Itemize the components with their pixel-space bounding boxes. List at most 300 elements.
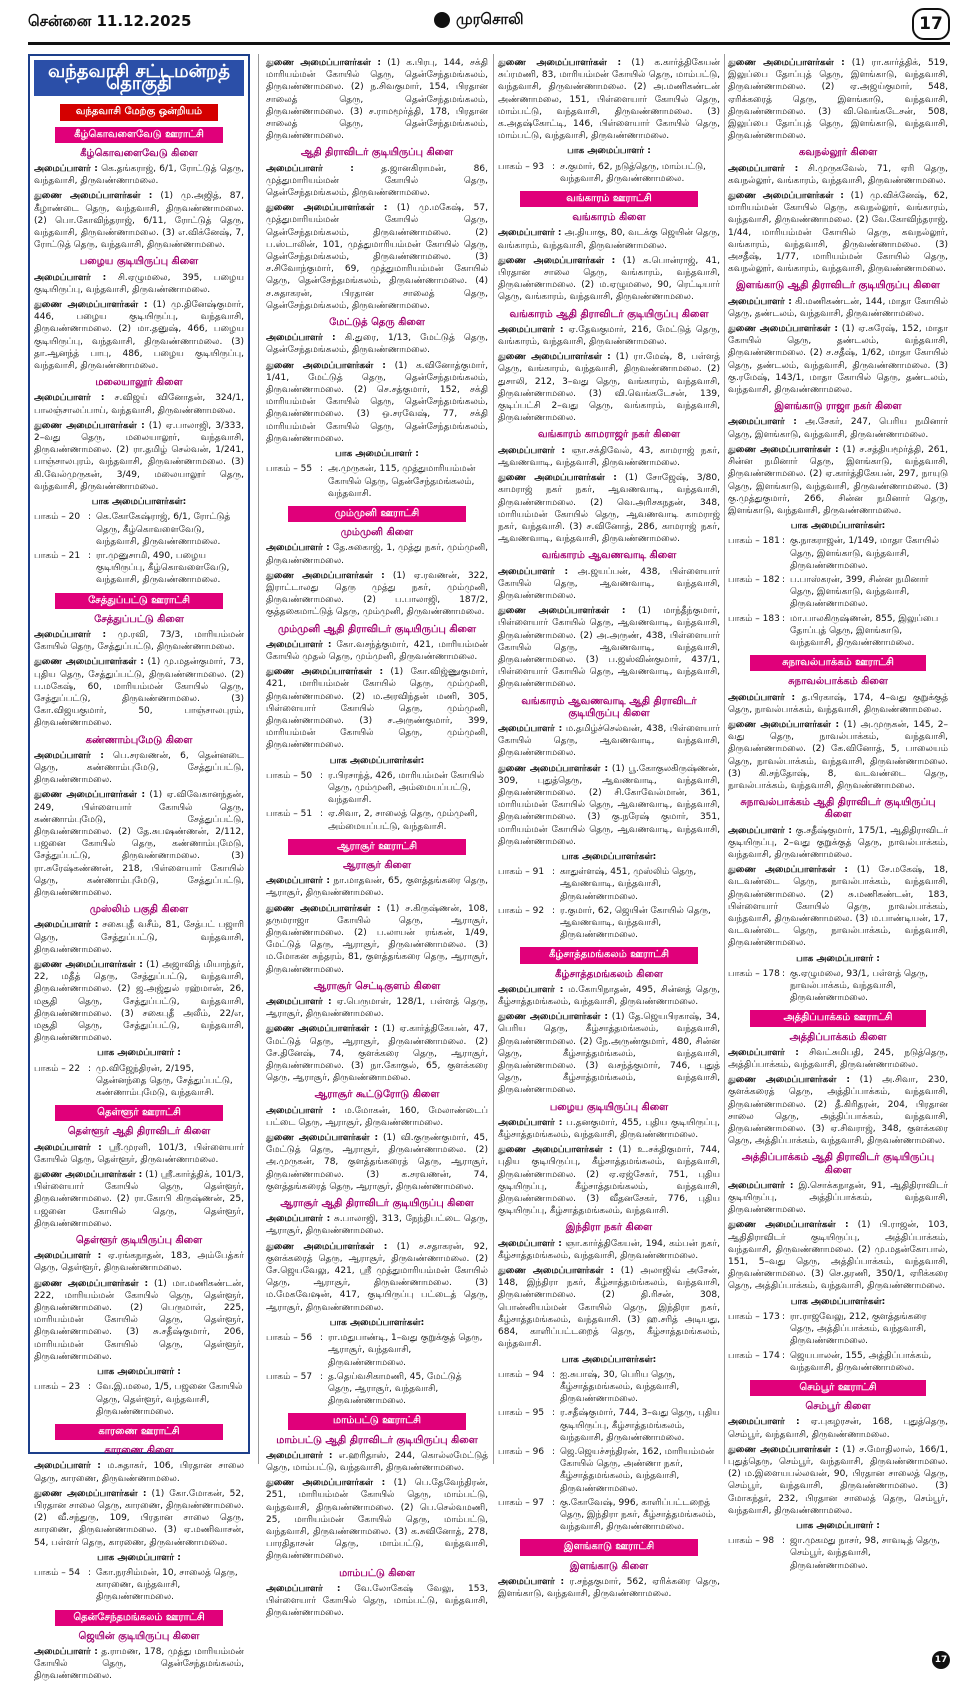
role-label: துணை அமைப்பாளர்கள் : [498,606,626,617]
appointment-paragraph [266,639,488,663]
booth-number: பாகம் – 21 [34,550,81,561]
appointee-details: (1) ரா.கார்த்திக், 519, இலுப்பை தோப்புத் தெரு, இளங்காடு, வந்தவாசி, திருவண்ணாமலை. (2) ஏ.அஜய்குமார், 548, ஏரிக்கரைத் தெரு, இளங்காடு, வந்தவாசி, திருவண்ணாமலை. (3) வி.வெங்கடேசன், 508, இலுப்பை தோப்புத் தெரு, இளங்காடு, வந்தவாசி, திருவண்ணாமலை. [728,58,948,142]
masthead-title: முரசொலி [456,10,524,28]
panchayat-heading: செம்பூர் ஊராட்சி [750,1380,926,1396]
appointment-paragraph [34,392,244,416]
booth-subheading: பாக அமைப்பாளர்கள்: [91,497,187,508]
booth-details: ச.குமார், 62, நடுத்தெரு, மாம்பட்டு, வந்தவாசி, திருவண்ணாமலை. [560,161,706,184]
booth-subheading: பாக அமைப்பாளர் : [335,449,419,460]
role-label: துணை அமைப்பாளர்கள் : [728,865,849,876]
branch-heading: மேட்டுத் தெரு கிளை [329,317,425,329]
branch-heading: தெள்ளூர் ஆதி திராவிடர் கிளை [67,1126,211,1138]
column-divider [724,54,725,1464]
separator: : [88,550,92,561]
booth-entry [728,1535,948,1572]
appointment-paragraph [266,1213,488,1237]
booth-details: கு.ஏழுமலை, 93/1, பள்ளத் தெரு, நாவல்பாக்கம், வந்தவாசி, திருவண்ணாமலை. [790,968,929,1004]
column-4-content [728,57,948,1572]
separator: : [320,1371,324,1382]
elephant-logo-icon [434,12,450,28]
appointment-paragraph [728,692,948,716]
role-label: துணை அமைப்பாளர்கள் : [728,324,838,335]
role-label: துணை அமைப்பாளர்கள் : [34,1278,149,1289]
column-2-content [266,57,488,1619]
appointment-paragraph [728,190,948,275]
appointment-paragraph [728,825,948,862]
role-label: துணை அமைப்பாளர்கள் : [498,58,622,68]
role-label: துணை அமைப்பாளர்கள் : [34,960,143,970]
column-3-content [498,57,720,1600]
appointment-paragraph [34,789,244,899]
separator: : [782,1536,786,1547]
booth-entry [728,1311,948,1348]
appointee-details: ஏ.ரங்கநாதன், 183, அம்பேத்கர் தெரு, தெள்ளூர், திருவண்ணாமலை. [34,1251,244,1274]
appointee-details: (1) சோஜேஷ், 3/80, காமராஜ் நகர் நகர், ஆவணவாடி, வந்தவாசி, திருவண்ணாமலை. (2) வெ.அரிசகநதன், 348, மாரியம்மன் கோயில் தெரு, ஆவணவாடி காமராஜ் நகர், வந்தவாசி. (3) ச.வினோத், 286, காமராஜ் நகர், ஆவணவாடி, வந்தவாசி, திருவண்ணாமலை. [498,473,720,545]
appointee-details: மு.ரவி, 73/3, மாரியம்மன் கோயில் தெரு, சேத்துப்பட்டு, திருவண்ணாமலை. [34,629,244,653]
role-label: அமைப்பாளர் : [266,1450,333,1461]
role-label: அமைப்பாளர் : [266,543,330,554]
booth-number: பாகம் – 93 [498,161,545,172]
column-divider [493,54,494,1464]
role-label: துணை அமைப்பாளர்கள் : [266,203,388,214]
role-label: துணை அமைப்பாளர்கள் : [34,191,153,202]
appointee-details: இ.சொக்கநாதன், 91, ஆதிதிராவிடர் குடியிருப்பு, அத்திப்பாக்கம், வந்தவாசி, திருவண்ணாமலை. [728,1180,948,1216]
appointee-details: கெ.தங்கராஜ், 6/1, ரோட்டுத் தெரு, வந்தவாசி, திருவண்ணாமலை. [34,164,244,187]
separator: : [88,512,92,523]
appointee-details: ச.விஜய் வினோதன், 324/1, பாலஞ்சாலப்பாய், வந்தவாசி, திருவண்ணாமலை. [34,393,244,416]
booth-details: வே.இ.மலை, 1/5, பஜனை கோயில் தெரு, தெள்ளூர், வந்தவாசி, திருவண்ணாமலை. [96,1382,243,1417]
booth-details: ர.சதீஷ்குமார், 744, 3–வது தெரு, புதிய குடியிருப்பு, கீழ்சாத்தமங்கலம், வந்தவாசி, திருவண்ணாமலை. [560,1408,720,1443]
appointment-paragraph [728,163,948,187]
appointee-details: சு.பாலாஜி, 313, நேந்திபட்டை தெரு, ஆராசூர், திருவண்ணாமலை. [266,1214,488,1237]
booth-details: ஐ.சுபாஷ், 30, பெரிய தெரு, கீழ்சாத்தமங்கலம், வந்தவாசி, திருவண்ணாமலை. [560,1369,680,1405]
booth-details: ஜெ.ஜெயச்சந்திரன், 162, மாரியம்மன் கோயில் தெரு, அண்ணா நகர், கீழ்சாத்தமங்கலம், வந்தவாசி, திருவண்ணாமலை. [560,1446,715,1494]
role-label: அமைப்பாளர் : [34,629,107,640]
appointment-paragraph [34,959,244,1044]
appointee-details: (1) அஜாவித் மியாந்தர், 22, மதீத் தெரு, சேத்துப்பட்டு, வந்தவாசி, திருவண்ணாமலை. (2) ஜ.அஜ்துல் ரஹ்மான், 26, மசூதி தெரு, சேத்துப்பட்டு, வந்தவாசி, திருவண்ணாமலை. (3) சகைபுதீ அலீம், 22/எ, மசூதி தெரு, சேத்துப்பட்டு, வந்தவாசி, திருவண்ணாமலை. [34,960,244,1044]
appointment-paragraph [266,1583,488,1620]
role-label: அமைப்பாளர் : [728,1047,799,1058]
appointee-details: நா.மாதவன், 65, குளத்தங்கரை தெரு, ஆராசூர், திருவண்ணாமலை. [266,876,488,899]
appointment-paragraph [728,1180,948,1217]
appointee-details: (1) க.வினோத்குமார், 1/41, மேட்டுத் தெரு, தென்சேந்தமங்கலம், திருவண்ணாமலை. (2) செ.சத்குமார், 152, சக்தி மாரியம்மன் கோயில் தெரு, தென்சேந்தமங்கலம், திருவண்ணாமலை. (3) ஒ.சரவேஷ், 77, சக்தி மாரியம்மன் கோயில் தெரு, தென்சேந்தமங்கலம், திருவண்ணாமலை. [266,360,489,444]
appointment-paragraph [266,163,488,200]
appointee-details: (1) கோ.விஜ்ணுகுமார், 421, மாரியம்மன் கோயில் தெரு, மும்முனி, திருவண்ணாமலை. (2) ம.அரவிந்தன் மணி, 305, பிள்ளையார் கோயில் தெரு, மும்முனி, திருவண்ணாமலை. (3) ச.அருண்குமார், 399, மாரியம்மன் கோயில் தெரு, மும்முனி, திருவண்ணாமலை. [266,667,488,751]
separator: : [552,161,556,172]
appointment-paragraph [34,190,244,251]
separator: : [88,1382,92,1393]
appointment-paragraph [34,1250,244,1274]
appointment-paragraph [266,57,488,142]
booth-entry [266,770,488,807]
booth-number: பாகம் – 54 [34,1567,81,1578]
appointment-paragraph [728,444,948,517]
booth-details: கோ.நரசிம்மன், 10, சாலைத் தெரு, காரணை, வந்தவாசி, திருவண்ணாமலை. [96,1567,238,1603]
booth-number: பாகம் – 94 [498,1369,545,1380]
role-label: துணை அமைப்பாளர்கள் : [728,719,840,730]
booth-number: பாகம் – 98 [728,1536,775,1547]
appointee-details: சிவட்சுமிபதி, 245, நடுத்தெரு, அத்திப்பாக்கம், வந்தவாசி, திருவண்ணாமலை. [728,1047,948,1071]
role-label: அமைப்பாளர் : [34,1251,102,1262]
role-label: அமைப்பாளர் : [34,1142,102,1153]
role-label: அமைப்பாளர் : [266,997,332,1008]
appointee-details: (1) அலாஜிவ் அசேன், 148, இந்திரா நகர், கீழ்சாத்தமங்கலம், வந்தவாசி, திருவண்ணாமலை. (2) தி.ரிசன், 308, பொன்னியம்மன் கோயில் தெரு, இந்திரா நகர், கீழ்சாத்தமங்கலம், வந்தவாசி. (3) ஹ.சரித் அடியது, 684, காளிப்பட்டறைத் தெரு, கீழ்சாத்தமங்கலம், வந்தவாசி. [498,1266,721,1350]
booth-number: பாகம் – 96 [498,1446,545,1457]
appointee-details: த.ராமண, 178, முத்து மாரியம்மன் கோயில் தெரு, தென்சேந்தமங்கலம், திருவண்ணாமலை. [34,1646,244,1682]
role-label: அமைப்பாளர் : [498,228,562,239]
appointee-details: (1) உ.சக்திகுமார், 744, புதிய குடியிருப்பு, கீழ்சாத்தமங்கலம், வந்தவாசி, திருவண்ணாமலை. (2) ஏ.ஏஜ்சேகர், 751, புதிய குடியிருப்பு, கீழ்சாத்தமங்கலம், வந்தவாசி, திருவண்ணாமலை. (3) வீதனசேகர், 776, புதிய குடியிருப்பு, கீழ்சாத்தமங்கலம், வந்தவாசி. [498,1145,720,1217]
appointee-details: (1) கோ.மோகன், 52, பிரதான சாலை தெரு, காரணை, திருவண்ணாமலை. (2) வீ.சந்துரு, 109, பிரதான சாலை தெரு, காரணை, திருவண்ணாமலை. (3) ஏ.மணிவாசன், 54, பள்ளர் தெரு, காரணை, திருவண்ணாமலை. [34,1488,244,1548]
booth-subheading: பாக அமைப்பாளர்கள்: [329,1317,425,1328]
appointee-details: ம.சுதாகர், 106, பிரதான சாலை தெரு, காரணை, திருவண்ணாமலை. [34,1461,244,1484]
separator: : [782,574,786,585]
appointee-details: (1) ஏ.ரவணன், 322, இராட்டாலது தெரு முத்து நகர், மும்முனி, திருவண்ணாமலை. (2) ப.பாலாஜி, 187/2, குத்தகைமாட்டுத் தெரு, மும்முனி, திருவண்ணாமலை. [266,570,488,618]
booth-number: பாகம் – 95 [498,1408,545,1419]
booth-entry [498,1407,720,1444]
branch-heading: இளங்காடு ராஜா நகர் கிளை [774,401,902,413]
appointee-details: வே.லோகேஷ் வேலு, 153, பிள்ளையார் கோயில் தெரு, மாம்பட்டு, வந்தவாசி, திருவண்ணாமலை. [266,1583,489,1619]
column-1 [28,54,250,1682]
booth-details: ஜா.முகமது நாசர், 98, சாவடித் தெரு, செம்பூர், வந்தவாசி, திருவண்ணாமலை. [790,1536,941,1571]
booth-subheading: பாக அமைப்பாளர் : [97,1048,181,1059]
appointment-paragraph [266,1023,488,1084]
separator: : [320,770,324,781]
appointee-details: கி.துரை, 1/13, மேட்டுத் தெரு, தென்சேந்தமங்கலம், திருவண்ணாமலை. [266,333,488,356]
booth-details: ரா.மதுபாண்டி, 1–வது குறுக்குத் தெரு, ஆராசூர், வந்தவாசி, திருவண்ணாமலை. [328,1333,483,1368]
appointee-details: த.பிரகாஷ், 174, 4–வது குறுக்குத் தெரு, நாவல்பாக்கம், வந்தவாசி, திருவண்ணாமலை. [728,692,948,715]
appointee-details: (1) பி.ராஜன், 103, ஆதிதிராவிடர் குடியிருப்பு, அத்திப்பாக்கம், வந்தவாசி, திருவண்ணாமலை. (2) மு.மதன்கோபால், 151, 5–வது தெரு, அத்திப்பாக்கம், வந்தவாசி, திருவண்ணாமலை. (3) செ.தரணி, 350/1, ஏரிக்கரை தெரு, அத்திப்பாக்கம், வந்தவாசி, திருவண்ணாமலை. [728,1220,948,1292]
column-4 [728,54,949,1571]
appointee-details: (1) ச.கிருஷ்ணன், 108, தருமராஜா கோயில் தெரு, ஆராசூர், திருவண்ணாமலை. (2) ப.லாயன் ரங்கன், 1/49, மேட்டுத் தெரு, ஆராசூர், திருவண்ணாமலை. (3) ம.மோகன சுந்தரம், 81, குளத்தங்கரை தெரு, ஆராசூர், திருவண்ணாமலை. [266,903,488,975]
appointment-paragraph [728,1416,948,1440]
appointment-paragraph [498,351,720,424]
role-label: துணை அமைப்பாளர்கள் : [266,1241,388,1252]
appointee-details: எ.ஹரிதாஸ், 244, கொல்லமேட்டுத் தெரு, மாம்பட்டு, வந்தவாசி, திருவண்ணாமலை. [266,1450,488,1473]
branch-heading: கண்ணாம்புமேடு கிளை [85,734,193,746]
appointee-details: (1) மாந்தீந்குமார், பிள்ளையார் கோயில் தெரு, ஆவணவாடி, வந்தவாசி, திருவண்ணாமலை. (2) அ.அருண், 438, பிள்ளையார் கோயில் தெரு, ஆவணவாடி, வந்தவாசி, திருவண்ணாமலை. (3) ப.ஜஸ்வின்குமார், 437/1, பிள்ளையார் கோயில் தெரு, ஆவணவாடி, வந்தவாசி, திருவண்ணாமலை. [498,606,721,690]
appointment-paragraph [34,1646,244,1683]
appointee-details: ம.கோபிநாதன், 495, சின்னத் தெரு, கீழ்சாத்தமங்கலம், வந்தவாசி, திருவண்ணாமலை. [498,984,720,1008]
separator: : [782,1350,786,1361]
separator: : [782,613,786,624]
booth-entry [498,905,720,942]
appointee-details: ஞா.சக்திவேல், 43, காமராஜ் நகர், ஆவணவாடி, வந்தவாசி, திருவண்ணாமலை. [498,445,721,468]
role-label: துணை அமைப்பாளர்கள் : [498,1145,613,1156]
panchayat-heading: மாம்பட்டு ஊராட்சி [288,1413,466,1429]
role-label: அமைப்பாளர் : [728,163,799,174]
role-label: துணை அமைப்பாளர்கள் : [728,58,845,68]
appointment-paragraph [498,723,720,760]
date-line: சென்னை 11.12.2025 [28,12,192,30]
branch-heading: பழைய குடியிருப்பு கிளை [549,1101,669,1113]
branch-heading: மும்முனி ஆதி திராவிடர் குடியிருப்பு கிளை [277,623,476,635]
booth-details: ஜெயபாலன், 155, அத்திப்பாக்கம், வந்தவாசி, திருவண்ணாமலை. [790,1350,932,1373]
appointment-paragraph [34,163,244,187]
separator: : [552,1408,556,1419]
branch-heading: கீழ்கொவளைவேடு கிளை [80,147,198,159]
appointee-details: (1) தே.ஜெயபிரகாஷ், 34, பெரிய தெரு, கீழ்சாத்தமங்கலம், வந்தவாசி, திருவண்ணாமலை. (2) நே.அருண்குமார், 480, சின்ன தெரு, கீழ்சாத்தமங்கலம், வந்தவாசி, திருவண்ணாமலை. (3) வசந்த்குமார், 746, புதுத் தெரு, கீழ்சாத்தமங்கலம், வந்தவாசி, திருவண்ணாமலை. [498,1012,720,1096]
panchayat-heading: மும்முனி ஊராட்சி [288,506,466,522]
appointee-details: (1) க.பிரபு, 144, சக்தி மாரியம்மன் கோயில் தெரு, தென்சேந்தமங்கலம், திருவண்ணாமலை. (2) ந.சிவகுமார், 154, பிரதான சாலைத் தெரு, தென்சேந்தமங்கலம், திருவண்ணாமலை. (3) ச.ராமமூர்த்தி, 178, பிரதான சாலைத் தெரு, தென்சேந்தமங்கலம், திருவண்ணாமலை. [266,58,488,142]
role-label: அமைப்பாளர் : [34,272,107,283]
booth-subheading: பாக அமைப்பாளர்கள்: [790,521,886,532]
panchayat-heading: அத்திப்பாக்கம் ஊராட்சி [750,1010,926,1026]
branch-heading: ஜெயின் குடியிருப்பு கிளை [78,1630,200,1642]
role-label: அமைப்பாளர் : [728,417,797,428]
appointee-details: ம.மோகன், 160, மேலாண்டைப் பட்டை தெரு, ஆராசூர், திருவண்ணாமலை. [266,1105,488,1128]
appointment-paragraph [266,202,488,312]
panchayat-heading: கீழ்சாத்தமங்கலம் ஊராட்சி [520,947,698,963]
appointee-details: ம.தமிழ்ச்செல்வன், 438, பிள்ளையார் கோயில் தெரு, ஆவணவாடி, வந்தவாசி, திருவண்ணாமலை. [498,723,720,759]
booth-entry [728,535,948,572]
appointment-paragraph [266,542,488,566]
booth-entry [498,1497,720,1534]
role-label: அமைப்பாளர் : [266,1214,331,1225]
appointment-paragraph [34,420,244,493]
role-label: அமைப்பாளர் : [34,164,98,175]
separator: : [782,968,786,979]
role-label: துணை அமைப்பாளர்கள் : [728,191,844,202]
role-label: துணை அமைப்பாளர்கள் : [498,352,611,363]
booth-entry [34,1063,244,1100]
role-label: துணை அமைப்பாளர்கள் : [34,420,145,431]
role-label: அமைப்பாளர் : [498,723,563,734]
appointee-details: (1) ஏ.விவேகானந்தன், 249, பிள்ளையார் கோயில் தெரு, கண்ணாம்புமேடு, சேத்துப்பட்டு, திருவண்ணாமலை. (2) தே.சுபஷண்ணன், 2/112, பஜனை கோயில் தெரு, கண்ணாம்புமேடு, சேத்துப்பட்டு, திருவண்ணாமலை. (3) ரா.சுரேஷ்கண்ணன், 218, பிள்ளையார் கோயில் தெரு, கண்ணாம்புமேடு, சேத்துப்பட்டு, திருவண்ணாமலை. [34,790,244,898]
separator: : [552,905,556,916]
booth-details: கு.கோவேஷ், 996, காளிப்பட்டறைத் தெரு, இந்திரா நகர், கீழ்சாத்தமங்கலம், வந்தவாசி, திருவண்ணாமலை. [560,1497,716,1533]
role-label: அமைப்பாளர் : [498,1238,562,1249]
page-header [0,0,972,44]
booth-entry [266,463,488,500]
booth-number: பாகம் – 173 [728,1311,780,1322]
role-label: துணை அமைப்பாளர்கள் : [266,360,386,371]
appointment-paragraph [34,299,244,372]
role-label: துணை அமைப்பாளர்கள் : [728,1220,849,1231]
branch-heading: சுநாவல்பாக்கம் ஆதி திராவிடர் குடியிருப்பு கிளை [740,797,936,821]
booth-entry [498,1446,720,1495]
appointment-paragraph [498,324,720,348]
role-label: துணை அமைப்பாளர்கள் : [266,1133,379,1144]
appointment-paragraph [34,1460,244,1484]
booth-number: பாகம் – 51 [266,809,313,820]
booth-number: பாகம் – 183 [728,613,780,624]
column-divider [258,54,259,1464]
appointment-paragraph [266,903,488,976]
appointment-paragraph [498,566,720,603]
appointment-paragraph [34,272,244,296]
booth-entry [266,808,488,832]
appointment-paragraph [34,629,244,653]
appointee-details: (1) ஏ.கார்த்திகேயன், 47, மேட்டுத் தெரு, ஆராசூர், திருவண்ணாமலை. (2) சே.தினேஷ், 74, குளக்கரை தெரு, ஆராசூர், திருவண்ணாமலை. (3) நா.கோகுல், 65, குளக்கரை தெரு, ஆராசூர், திருவண்ணாமலை. [266,1024,488,1084]
appointee-details: (1) ச.சத்தியமூர்த்தி, 261, சின்ன நமினார் தெரு, இளங்காடு, வந்தவாசி, திருவண்ணாமலை. (2) ஏ.கார்த்திகேயன், 297, நாயுடு தெரு, இளங்காடு, வந்தவாசி, திருவண்ணாமலை. (3) கு.முத்துகுமார், 266, சின்ன நமினார் தெரு, இளங்காடு, வந்தவாசி, திருவண்ணாமலை. [728,444,949,516]
appointee-details: (1) மா.மணிகண்டன், 222, மாரியம்மன் கோயில் தெரு, தெள்ளூர், திருவண்ணாமலை. (2) பெருமாள், 225, மாரியம்மன் கோயில் தெரு, தெள்ளூர், திருவண்ணாமலை. (3) சு.சதீஷ்குமார், 206, மாரியம்மன் கோயில் தெரு, தெள்ளூர், திருவண்ணாமலை. [34,1278,244,1362]
role-label: துணை அமைப்பாளர்கள் : [498,473,617,484]
appointee-details: (1) க.பொன்ராஜ், 41, பிரதான சாலை தெரு, வங்காரம், வந்தவாசி, திருவண்ணாமலை. (2) ம.ஏழுமலை, 90, ரெட்டியார் தெரு, வங்காரம், வந்தவாசி, திருவண்ணாமலை. [498,255,720,303]
appointment-paragraph [498,1144,720,1217]
booth-details: காதுள்ளஷ், 451, முஸ்லிம் தெரு, ஆவணவாடி, வந்தவாசி, திருவண்ணாமலை. [560,867,697,902]
appointee-details: ஏ.பெருமாள், 128/1, பள்ளத் தெரு, ஆராசூர், திருவண்ணாமலை. [266,997,488,1020]
appointment-paragraph [728,57,948,142]
separator: : [782,536,786,547]
appointee-details: (1) மு.விக்னேஷ், 62, மாரியம்மன் கோயில் தெரு, கவநல்லூர், வங்காரம், வந்தவாசி, திருவண்ணாமலை. (2) வே.கோவிந்தராஜ், 1/44, மாரியம்மன் கோயில் தெரு, கவநல்லூர், வங்காரம், வந்தவாசி, திருவண்ணாமலை. (3) அசதீஷ், 1/77, மாரியம்மன் கோயில் தெரு, கவநல்லூர், வங்காரம், வந்தவாசி, திருவண்ணாமலை. [728,191,949,275]
appointment-paragraph [728,416,948,440]
booth-entry [34,1381,244,1418]
role-label: துணை அமைப்பாளர்கள் : [34,790,146,801]
booth-entry [34,1567,244,1604]
union-band: வந்தவாசி மேற்கு ஒன்றியம் [60,104,218,120]
branch-heading: வங்காரம் ஆதி திராவிடர் குடியிருப்பு கிளை [509,308,709,320]
appointee-details: (1) ரா.மேஷ், 8, பள்ளத் தெரு, வங்காரம், வந்தவாசி, திருவண்ணாமலை. (2) துசாலி, 212, 3–வது தெரு, வங்காரம், வந்தவாசி, திருவண்ணாமலை. (3) வி.வெங்கடேசன், 139, குடிப்பட்சி 2–வது தெரு, வங்காரம், வந்தவாசி, திருவண்ணாமலை. [498,352,721,424]
booth-subheading: பாக அமைப்பாளர் : [567,146,651,157]
role-label: துணை அமைப்பாளர்கள் : [266,1478,386,1489]
appointee-details: ர.சந்தகுமார், 562, ஏரிக்கரை தெரு, இளங்காடு, வந்தவாசி, திருவண்ணாமலை. [498,1576,720,1599]
booth-subheading: பாக அமைப்பாளர் : [97,1552,181,1563]
role-label: துணை அமைப்பாளர்கள் : [498,1266,615,1277]
role-label: அமைப்பாளர் : [498,566,569,577]
booth-number: பாகம் – 181 [728,536,780,547]
booth-entry [728,1350,948,1374]
appointment-paragraph [728,296,948,320]
appointment-paragraph [498,1238,720,1262]
booth-number: பாகம் – 182 [728,574,780,585]
role-label: அமைப்பாளர் : [34,1646,98,1657]
booth-details: மு.விஜேந்திரன், 2/195, தென்னந்தை தெரு, சேத்துப்பட்டு, கண்ணாம்புமேடு, வந்தவாசி. [96,1063,233,1099]
appointment-paragraph [34,1278,244,1363]
appointee-details: (1) அ.முருகன், 145, 2–வது தெரு, நாவல்பாக்கம், வந்தவாசி, திருவண்ணாமலை. (2) கே.வினோத், 5, பாலையம் தெரு, நாவல்பாக்கம், வந்தவாசி, திருவண்ணாமலை. (3) கி.சந்தோஷ், 8, வடவண்டை தெரு, நாவல்பாக்கம், வந்தவாசி, திருவண்ணாமலை. [728,719,949,791]
appointment-paragraph [266,1105,488,1129]
booth-entry [266,1332,488,1369]
branch-heading: கவநல்லூர் கிளை [798,147,878,159]
appointee-details: சகைபுதீ வசீம், 81, சேத்பட் பஜாரி தெரு, சேத்துப்பட்டு, வந்தவாசி, திருவண்ணாமலை. [34,920,244,955]
role-label: அமைப்பாளர் : [266,876,330,887]
role-label: அமைப்பாளர் : [266,163,354,174]
role-label: துணை அமைப்பாளர்கள் : [266,903,381,914]
booth-number: பாகம் – 91 [498,867,545,878]
role-label: துணை அமைப்பாளர்கள் : [728,444,839,455]
panchayat-heading: இளங்காடு ஊராட்சி [520,1539,698,1555]
appointment-paragraph [498,984,720,1008]
appointment-paragraph [34,1488,244,1549]
appointee-details: சி.ஏழுமலை, 395, பழைய குடியிருப்பு, வந்தவாசி, திருவண்ணாமலை. [34,272,244,295]
booth-entry [34,550,244,587]
role-label: துணை அமைப்பாளர்கள் : [728,1444,839,1455]
separator: : [782,1311,786,1322]
header-rule [28,42,950,45]
branch-heading: இளங்காடு கிளை [569,1560,649,1572]
branch-heading: ஆராசூர் கிளை [343,859,411,871]
branch-heading: ஆராசூர் கூட்டுரோடு கிளை [314,1089,440,1101]
booth-details: அ.முருகன், 115, முத்துமாரியம்மன் கோயில் தெரு, தென்சேந்தமங்கலம், வந்தவாசி. [328,464,476,499]
branch-heading: தெள்ளூர் குடியிருப்பு கிளை [75,1235,203,1247]
appointee-details: தே.சுகைாஜ், 1, முத்து நகர், மும்முனி, திருவண்ணாமலை. [266,543,489,566]
appointment-paragraph [498,227,720,251]
panchayat-heading: தெள்ளூர் ஊராட்சி [55,1105,223,1121]
appointee-details: ப.தனகுமார், 455, புதிய குடியிருப்பு, கீழ்சாத்தமங்கலம், வந்தவாசி, திருவண்ணாமலை. [498,1117,720,1141]
separator: : [552,1497,556,1508]
booth-details: கு.நாகராஜன், 1/149, மாதா கோயில் தெரு, இளங்காடு, வந்தவாசி, திருவண்ணாமலை. [790,536,939,571]
appointment-paragraph [728,323,948,396]
booth-subheading: பாக அமைப்பாளர் : [97,1367,181,1378]
role-label: அமைப்பாளர் : [728,692,796,703]
page-number-badge: 17 [912,8,950,40]
appointment-paragraph [34,1142,244,1166]
appointee-details: (1) அ.சிவா, 230, குளக்கரைத் தெரு, அத்திப்பாக்கம், வந்தவாசி, திருவண்ணாமலை. (2) தீ.கிரிதரன், 204, பிரதான சாலை தெரு, அத்திப்பாக்கம், வந்தவாசி, திருவண்ணாமலை. (3) ஏ.சிவராஜ், 348, குளக்கரை தெரு, அத்திப்பாக்கம், வந்தவாசி, திருவண்ணாமலை. [728,1075,948,1147]
branch-heading: முஸ்லிம் பகுதி கிளை [89,904,189,916]
column-1-content [34,127,244,1683]
appointment-paragraph [498,445,720,469]
booth-subheading: பாக அமைப்பாளர்கள்: [790,1296,886,1307]
booth-number: பாகம் – 20 [34,512,81,523]
appointee-details: பெ.சரவணன், 6, தென்னடை தெரு, கண்ணாம்புமேடு, சேத்துப்பட்டு, திருவண்ணாமலை. [34,750,244,786]
role-label: துணை அமைப்பாளர்கள் : [34,1170,143,1181]
booth-number: பாகம் – 55 [266,464,313,475]
appointment-paragraph [728,719,948,792]
appointee-details: (1) ஸ்ரீ.கார்த்திக், 101/3, பிள்ளையார் கோயில் தெரு, தெள்ளூர், திருவண்ணாமலை. (2) ரா.கோபி கிருஷ்ணன், 25, பஜனை கோயில் தெரு, தெள்ளூர், திருவண்ணாமலை. [34,1170,244,1229]
appointee-details: (1) மு.மகேஷ், 57, முத்துமாரியம்மன் கோயில் தெரு, தென்சேந்தமங்கலம், திருவண்ணாமலை. (2) ப.ஸ்டாலின், 101, முத்துமாரியம்மன் கோயில் தெரு, தென்சேந்தமங்கலம், திருவண்ணாமலை. (3) ச.சிவோந்குமார், 69, முத்துமாரியம்மன் கோயில் தெரு, தென்சேந்தமங்கலம், திருவண்ணாமலை. (4) ச.சுதாகரன், பிரதான சாலைத் தெரு, தென்சேந்தமங்கலம், திருவண்ணாமலை. [266,203,488,311]
separator: : [320,809,324,820]
appointment-paragraph [266,666,488,751]
booth-number: பாகம் – 178 [728,968,780,979]
branch-heading: காரணை கிளை [104,1445,174,1457]
branch-heading: மாம்பட்டு கிளை [339,1567,415,1579]
appointee-details: (1) பெ.தேவேந்திரன், 251, மாரியம்மன் கோயில் தெரு, மாம்பட்டு, வந்தவாசி, திருவண்ணாமலை. (2) பெ.செல்வமணி, 25, மாரியம்மன் கோயில் தெரு, மாம்பட்டு, வந்தவாசி, திருவண்ணாமலை. (3) க.சுவினோத், 278, பாரதிதாசன் தெரு, மாம்பட்டு, வந்தவாசி, திருவண்ணாமலை. [266,1478,488,1562]
appointee-details: (1) சே.மகேஷ், 18, வடவண்டை தெரு, நாவல்பாக்கம், வந்தவாசி, திருவண்ணாமலை. (2) சு.மணிகண்டன், 183, பிள்ளையார் கோயில் தெரு, நாவல்பாக்கம், வந்தவாசி, திருவண்ணாமலை. (3) ம.பாண்டியன், 17, வடவண்டை தெரு, நாவல்பாக்கம், வந்தவாசி, திருவண்ணாமலை. [728,865,949,949]
branch-heading: ஆராசூர் ஆதி திராவிடர் குடியிருப்பு கிளை [280,1198,474,1210]
appointee-details: (1) மு.மதன்குமார், 73, புதிய தெரு, சேத்துப்பட்டு, திருவண்ணாமலை. (2) ப.மகேஷ், 60, மாரியம்மன் கோயில் தெரு, சேத்துப்பட்டு, திருவண்ணாமலை. (3) கோ.விஜயகுமார், 50, பாஞ்சாலபுரம், திருவண்ணாமலை. [34,657,244,729]
booth-number: பாகம் – 174 [728,1350,780,1361]
booth-number: பாகம் – 50 [266,770,313,781]
masthead [434,10,524,30]
appointment-paragraph [728,1047,948,1071]
appointment-paragraph [498,605,720,690]
appointment-paragraph [266,1450,488,1474]
appointee-details: ஞா.கார்த்திகேயன், 194, கம்பன் நகர், கீழ்சாத்தமங்கலம், வந்தவாசி, திருவண்ணாமலை. [498,1238,720,1261]
role-label: அமைப்பாளர் : [498,1117,563,1128]
role-label: துணை அமைப்பாளர்கள் : [498,255,616,266]
appointment-paragraph [266,996,488,1020]
booth-subheading: பாக அமைப்பாளர்கள்: [329,755,425,766]
booth-details: த.தெய்வசிகாமணி, 45, மேட்டுத் தெரு, ஆராசூர், வந்தவாசி, திருவண்ணாமலை. [328,1371,462,1407]
booth-number: பாகம் – 92 [498,905,545,916]
appointee-details: (1) மு.தினேஷ்குமார், 446, பழைய குடியிருப்பு, வந்தவாசி, திருவண்ணாமலை. (2) மா.தனுஷ், 466, பழைய குடியிருப்பு, வந்தவாசி, திருவண்ணாமலை. (3) தா.ஆனந்த் பாபு, 486, பழைய குடியிருப்பு, வந்தவாசி, திருவண்ணாமலை. [34,300,245,372]
role-label: அமைப்பாளர் : [728,1417,800,1428]
booth-number: பாகம் – 97 [498,1497,545,1508]
branch-heading: மலையாலூர் கிளை [95,377,183,389]
appointment-paragraph [266,570,488,619]
branch-heading: சுநாவல்பாக்கம் கிளை [788,676,888,688]
separator: : [320,1333,324,1344]
booth-details: ப.பாஸ்கரன், 399, சின்ன நமினார் தெரு, இளங்காடு, வந்தவாசி, திருவண்ணாமலை. [790,574,929,610]
booth-entry [498,866,720,903]
branch-heading: பழைய குடியிருப்பு கிளை [79,256,199,268]
branch-heading: அத்திப்பாக்கம் கிளை [789,1031,887,1043]
column-2 [266,54,489,1619]
appointment-paragraph [728,1219,948,1292]
appointment-paragraph [498,1117,720,1141]
role-label: அமைப்பாளர் : [498,984,564,995]
role-label: அமைப்பாளர் : [266,639,332,650]
appointee-details: கு.சதீஷ்குமார், 175/1, ஆதிதிராவிடர் குடியிருப்பு, 2–வது குறுக்குத் தெரு, நாவல்பாக்கம், வந்தவாசி, திருவண்ணாமலை. [728,825,948,860]
appointee-details: கோ.வசந்த்குமார், 421, மாரியம்மன் கோயில் முதல் தெரு, மும்முனி, திருவண்ணாமலை. [266,639,488,662]
appointment-paragraph [266,1241,488,1314]
role-label: துணை அமைப்பாளர்கள் : [728,1075,850,1086]
branch-heading: கீழ்சாத்தமங்கலம் கிளை [555,968,663,980]
role-label: துணை அமைப்பாளர்கள் : [266,1024,378,1035]
role-label: அமைப்பாளர் : [34,920,99,931]
appointment-paragraph [498,1011,720,1096]
branch-heading: வங்காரம் கிளை [572,212,646,224]
appointment-paragraph [266,360,488,445]
